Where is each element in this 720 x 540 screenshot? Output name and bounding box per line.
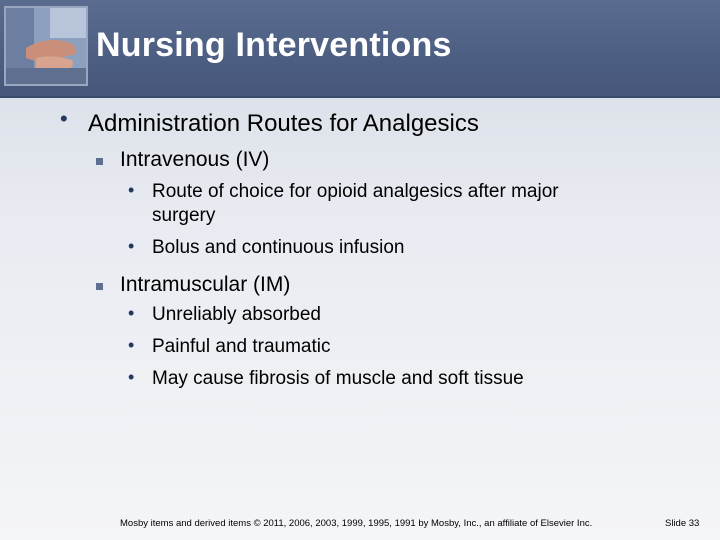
iv-item: Bolus and continuous infusion [152,237,405,258]
slide-number: Slide 33 [665,518,700,529]
iv-heading: Intravenous (IV) [120,148,270,171]
bullet-dot-icon: • [128,367,135,387]
iv-item-continued: surgery [152,205,216,226]
bullet-dot-icon: • [128,236,135,256]
nurse-hands-image [6,8,86,84]
bullet-dot-icon: • [128,335,135,355]
im-item: Unreliably absorbed [152,304,321,325]
copyright-footer: Mosby items and derived items © 2011, 2006, 2003, 1999, 1995, 1991 by Mosby, Inc., an affiliate of Elsevier Inc. [120,518,593,529]
slide-title: Nursing Interventions [96,26,452,64]
im-heading: Intramuscular (IM) [120,273,291,296]
bullet-dot-icon: • [60,106,68,131]
bullet-dot-icon: • [128,303,135,323]
square-bullet-icon [96,283,103,290]
main-bullet: Administration Routes for Analgesics [88,110,479,137]
bullet-dot-icon: • [128,180,135,200]
iv-item: Route of choice for opioid analgesics after major [152,181,559,202]
header-photo [4,6,88,86]
im-item: May cause fibrosis of muscle and soft tissue [152,368,524,389]
square-bullet-icon [96,158,103,165]
slide-header [0,0,720,98]
slide-body [0,96,720,516]
im-item: Painful and traumatic [152,336,331,357]
